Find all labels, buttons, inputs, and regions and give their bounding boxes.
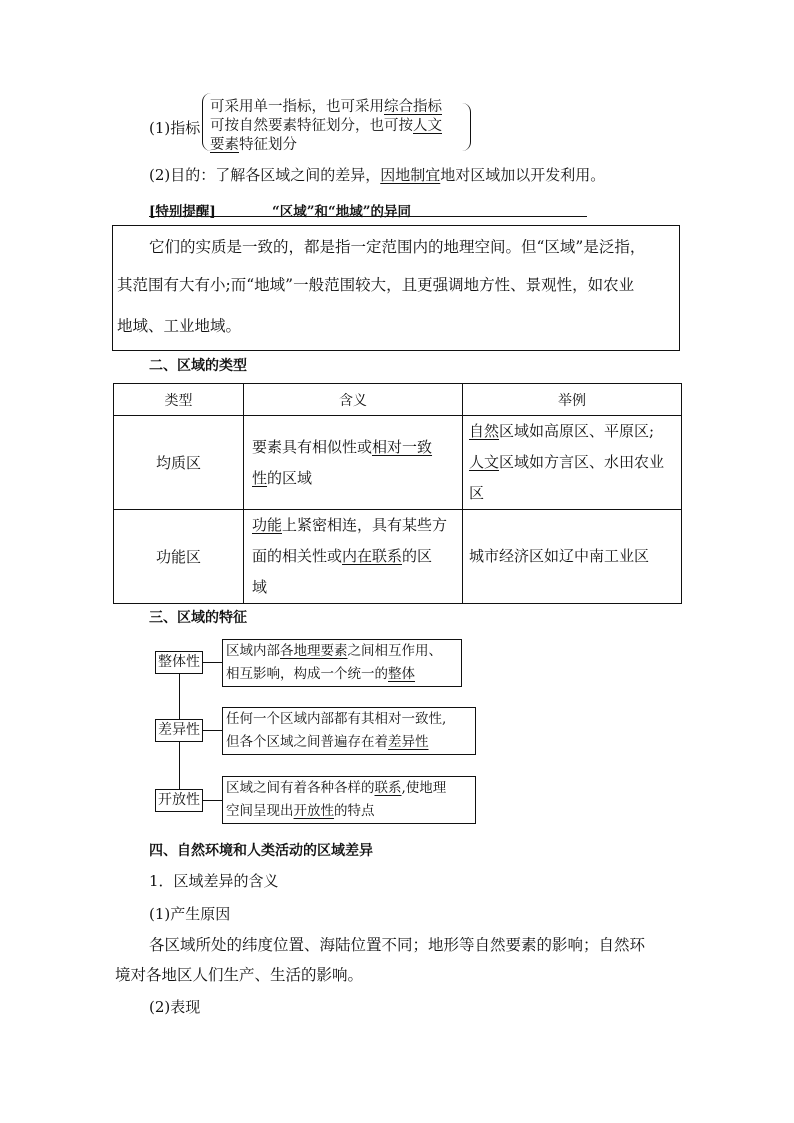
tip-label: [特别提醒] xyxy=(149,204,216,220)
feature-desc-line: 区域之间有着各种各样的联系,使地理 xyxy=(226,780,447,796)
indicator-line-2-underlined: 人文 xyxy=(413,118,442,134)
feature-desc-integrity xyxy=(222,639,462,687)
indicator-line-3-text: 特征划分 xyxy=(239,137,297,153)
type-cell: 均质区 xyxy=(114,416,244,510)
indicator-line-3 xyxy=(210,133,297,154)
column-header-example: 举例 xyxy=(463,384,682,416)
purpose-suffix: 地对区域加以开发利用。 xyxy=(440,166,606,184)
section-3-heading: 三、区域的特征 xyxy=(149,610,247,626)
tip-box xyxy=(112,225,680,351)
indicator-line-1-text: 可采用单一指标，也可采用 xyxy=(210,99,384,115)
column-header-type: 类型 xyxy=(114,384,244,416)
tip-line-2: 其范围有大有小;而“地域”一般范围较大，且更强调地方性、景观性，如农业 xyxy=(117,276,635,294)
feature-link xyxy=(203,662,222,663)
table-row xyxy=(114,416,682,510)
feature-desc-difference xyxy=(222,707,476,755)
feature-desc-line: 空间呈现出开放性的特点 xyxy=(226,803,375,819)
indicator-line-2-text: 可按自然要素特征划分，也可按 xyxy=(210,118,413,134)
feature-desc-line: 但各个区域之间普遍存在着差异性 xyxy=(226,734,429,750)
purpose-paragraph xyxy=(149,164,605,185)
column-header-meaning: 含义 xyxy=(244,384,463,416)
feature-label-integrity: 整体性 xyxy=(155,651,203,674)
tip-line-1: 它们的实质是一致的，都是指一定范围内的地理空间。但“区域”是泛指， xyxy=(149,238,646,256)
feature-desc-openness xyxy=(222,776,476,824)
indicator-line-1 xyxy=(210,95,442,116)
table-row xyxy=(114,510,682,604)
indicator-line-3-underlined: 要素 xyxy=(210,137,239,153)
indicator-line-2 xyxy=(210,114,442,135)
tip-line-3: 地域、工业地域。 xyxy=(117,317,242,335)
section-4-heading: 四、自然环境和人类活动的区域差异 xyxy=(149,843,373,859)
table-header-row xyxy=(114,384,682,416)
feature-desc-line: 任何一个区域内部都有其相对一致性, xyxy=(226,711,447,727)
example-cell: 城市经济区如辽中南工业区 xyxy=(463,510,682,604)
tip-title: “区域”和“地域”的异同 xyxy=(272,204,412,220)
subsection-1-heading: 1．区域差异的含义 xyxy=(149,872,279,890)
manifestation-label: (2)表现 xyxy=(149,998,201,1016)
indicator-label: (1)指标 xyxy=(149,119,201,137)
right-brace xyxy=(462,103,471,151)
region-types-table xyxy=(113,383,682,604)
feature-desc-line: 相互影响，构成一个统一的整体 xyxy=(226,666,415,682)
purpose-prefix: (2)目的：了解各区域之间的差异， xyxy=(149,166,381,184)
cause-line-2: 境对各地区人们生产、生活的影响。 xyxy=(115,966,364,984)
type-cell: 功能区 xyxy=(114,510,244,604)
feature-label-difference: 差异性 xyxy=(155,719,203,742)
feature-desc-line: 区域内部各地理要素之间相互作用、 xyxy=(226,643,442,659)
feature-label-openness: 开放性 xyxy=(155,789,203,812)
example-cell: 自然区域如高原区、平原区; 人文区域如方言区、水田农业 区 xyxy=(463,416,682,510)
purpose-underlined: 因地制宜 xyxy=(380,166,441,184)
feature-link xyxy=(203,800,222,801)
meaning-cell: 功能上紧密相连，具有某些方 面的相关性或内在联系的区 域 xyxy=(244,510,463,604)
cause-line-1: 各区域所处的纬度位置、海陆位置不同；地形等自然要素的影响；自然环 xyxy=(149,936,646,954)
indicator-line-1-underlined: 综合指标 xyxy=(384,99,442,115)
cause-label: (1)产生原因 xyxy=(149,905,231,923)
tip-underline xyxy=(149,216,587,217)
feature-link xyxy=(203,730,222,731)
meaning-cell: 要素具有相似性或相对一致 性的区域 xyxy=(244,416,463,510)
section-2-heading: 二、区域的类型 xyxy=(149,358,247,374)
